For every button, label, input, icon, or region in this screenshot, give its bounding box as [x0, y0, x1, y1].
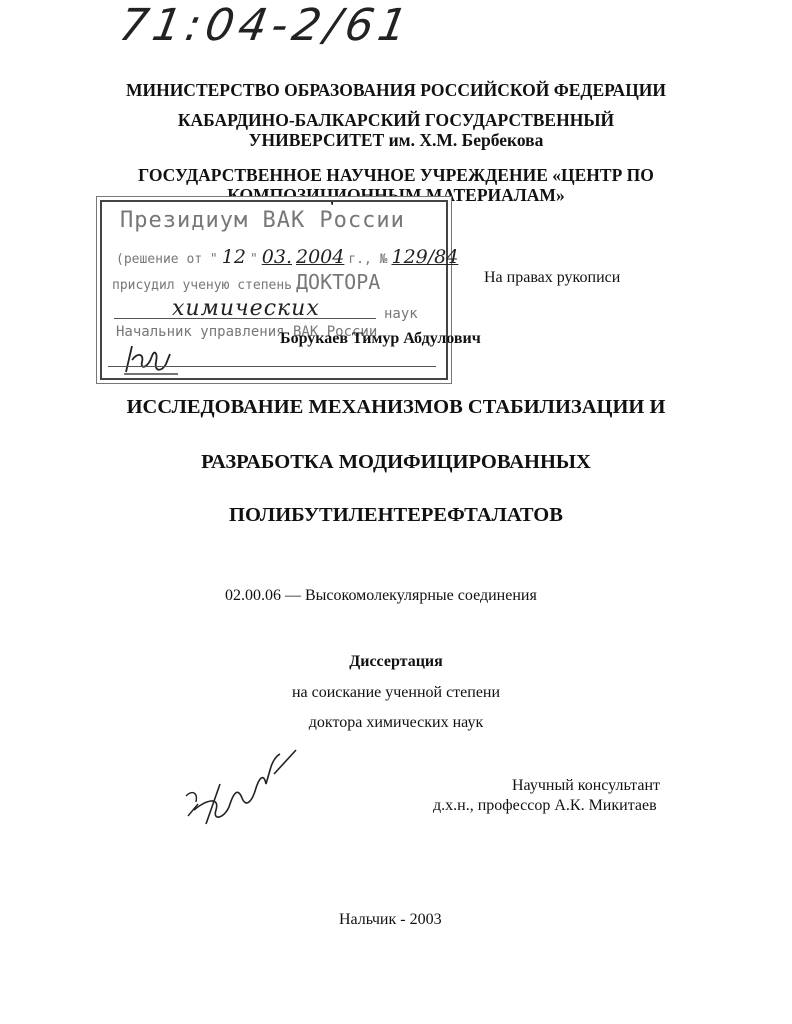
dissertation-line1: на соискание ученной степени: [291, 684, 501, 701]
stamp-sciences: наук: [384, 306, 418, 322]
consultant-label: Научный консультант: [512, 777, 660, 794]
dissertation-heading: Диссертация: [349, 653, 443, 670]
university-heading-line1: КАБАРДИНО-БАЛКАРСКИЙ ГОСУДАРСТВЕННЫЙ: [177, 110, 615, 130]
institution-heading-line2: КОМПОЗИЦИОННЫМ МАТЕРИАЛАМ»: [227, 185, 565, 205]
title-line3: ПОЛИБУТИЛЕНТЕРЕФТАЛАТОВ: [229, 504, 563, 526]
stamp-number: 129/84: [391, 246, 459, 268]
title-line1: ИССЛЕДОВАНИЕ МЕХАНИЗМОВ СТАБИЛИЗАЦИИ И: [126, 396, 666, 418]
vak-stamp: [100, 200, 459, 380]
stamp-month: 03.: [261, 246, 292, 268]
archive-number: 71:04-2/61: [115, 0, 416, 51]
stamp-signature-icon: [122, 342, 182, 376]
stamp-degree: ДОКТОРА: [296, 270, 381, 294]
stamp-year: 2004: [295, 246, 345, 268]
stamp-title: Президиум ВАК России: [120, 208, 405, 233]
stamp-bottom-rule: [108, 366, 436, 367]
stamp-day: 12: [221, 246, 246, 268]
university-heading-line2: УНИВЕРСИТЕТ им. Х.М. Бербекова: [248, 130, 544, 150]
stamp-head-title: Начальник управления ВАК России: [116, 324, 378, 340]
dissertation-line2: доктора химических наук: [308, 714, 484, 731]
author-signature-icon: [176, 744, 306, 830]
stamp-decision-line: [116, 246, 458, 268]
stamp-awarded-prefix: присудил ученую степень: [112, 278, 293, 293]
manuscript-rights: На правах рукописи: [484, 269, 621, 286]
stamp-field: химических: [172, 296, 320, 321]
author-name: Борукаев Тимур Абдулович: [280, 330, 481, 347]
stamp-awarded-line: [112, 270, 380, 294]
institution-heading-line1: ГОСУДАРСТВЕННОЕ НАУЧНОЕ УЧРЕЖДЕНИЕ «ЦЕНТР ПО: [138, 165, 654, 185]
consultant-name: д.х.н., профессор А.К. Микитаев: [433, 797, 657, 814]
stamp-decision-prefix: (решение от ": [116, 252, 218, 267]
stamp-quote: ": [249, 252, 258, 267]
stamp-number-prefix: г., №: [348, 252, 388, 267]
place-year: Нальчик - 2003: [339, 911, 442, 928]
title-line2: РАЗРАБОТКА МОДИФИЦИРОВАННЫХ: [201, 451, 591, 473]
stamp-field-underline: [114, 318, 376, 319]
ministry-heading: МИНИСТЕРСТВО ОБРАЗОВАНИЯ РОССИЙСКОЙ ФЕДЕРАЦИИ: [125, 80, 667, 100]
specialty: 02.00.06 — Высокомолекулярные соединения: [225, 587, 537, 604]
